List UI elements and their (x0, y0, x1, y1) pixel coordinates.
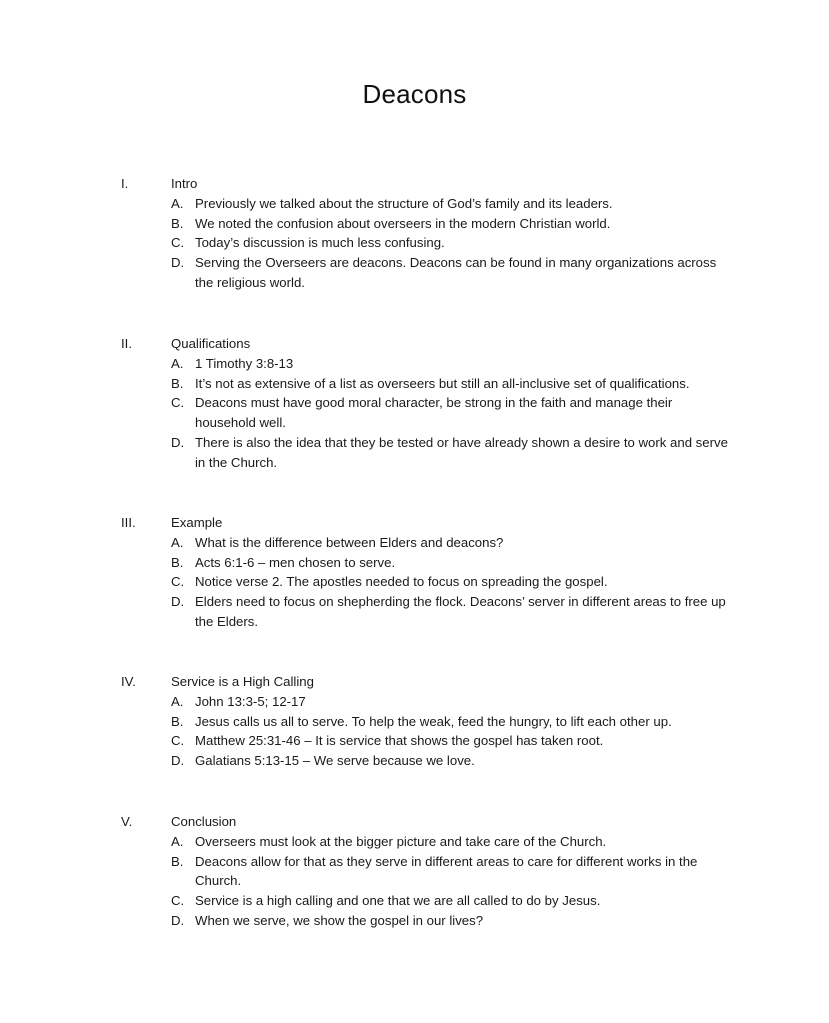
item-letter: D. (171, 912, 185, 928)
document-title: Deacons (362, 79, 467, 109)
item-text: What is the difference between Elders and deacons? (195, 535, 504, 550)
section-numeral: III. (121, 515, 136, 530)
outline-section-qualifications (0, 334, 829, 472)
outline-item (0, 731, 829, 751)
item-letter: C. (171, 235, 185, 251)
item-letter: A. (171, 834, 184, 849)
item-letter: B. (171, 215, 184, 231)
section-numeral: V. (121, 814, 133, 829)
item-text: Today’s discussion is much less confusing. (195, 235, 445, 251)
item-letter: C. (171, 395, 185, 411)
outline-item (0, 354, 829, 374)
section-numeral: IV. (121, 674, 136, 689)
outline-item (0, 832, 829, 852)
item-letter: D. (171, 753, 185, 769)
section-header (0, 513, 829, 533)
outline-item (0, 592, 829, 631)
section-header (0, 812, 829, 832)
item-letter: B. (171, 375, 184, 391)
outline-item (0, 253, 829, 292)
item-text: 1 Timothy 3:8-13 (195, 356, 294, 371)
item-letter: D. (171, 434, 185, 450)
item-letter: A. (171, 694, 184, 709)
outline-item (0, 911, 829, 931)
section-heading: Qualifications (171, 336, 251, 351)
section-header (0, 672, 829, 692)
outline-item (0, 233, 829, 253)
section-header (0, 334, 829, 354)
item-text: Elders need to focus on shepherding the flock. Deacons’ server in different areas to free up the Elders. (195, 594, 726, 629)
section-header (0, 174, 829, 194)
outline-item (0, 433, 829, 472)
item-letter: D. (171, 594, 185, 610)
item-text: Serving the Overseers are deacons. Deacons can be found in many organizations across the religious world. (195, 255, 717, 290)
item-letter: B. (171, 554, 184, 570)
item-letter: A. (171, 356, 184, 371)
item-text: Deacons allow for that as they serve in different areas to care for different works in the Church. (195, 853, 698, 889)
section-heading: Service is a High Calling (171, 674, 314, 689)
outline-item (0, 891, 829, 911)
outline-item (0, 194, 829, 214)
outline-section-service (0, 672, 829, 771)
item-text: Deacons must have good moral character, be strong in the faith and manage their household well. (195, 395, 673, 431)
outline-item (0, 393, 829, 432)
outline-item (0, 852, 829, 891)
item-text: There is also the idea that they be tested or have already shown a desire to work and serve in the Church. (195, 434, 728, 470)
outline-item (0, 692, 829, 712)
section-heading: Intro (171, 176, 198, 191)
item-letter: C. (171, 733, 185, 749)
outline-item (0, 214, 829, 234)
outline-item (0, 712, 829, 732)
item-letter: D. (171, 255, 185, 271)
outline-item (0, 572, 829, 592)
outline-item (0, 751, 829, 771)
outline-item (0, 553, 829, 573)
section-numeral: II. (121, 336, 132, 351)
item-text: We noted the confusion about overseers in the modern Christian world. (195, 215, 611, 231)
item-text: Notice verse 2. The apostles needed to focus on spreading the gospel. (195, 574, 608, 590)
item-letter: C. (171, 574, 185, 590)
section-heading: Conclusion (171, 814, 237, 829)
outline-section-conclusion (0, 812, 829, 931)
outline-section-intro (0, 174, 829, 293)
item-letter: A. (171, 196, 184, 211)
item-text: Service is a high calling and one that we are all called to do by Jesus. (195, 893, 601, 909)
item-text: Galatians 5:13-15 – We serve because we love. (195, 753, 475, 769)
outline-section-example (0, 513, 829, 632)
outline-item (0, 533, 829, 553)
item-letter: A. (171, 535, 184, 550)
section-numeral: I. (121, 176, 129, 191)
item-text: Previously we talked about the structure of God’s family and its leaders. (195, 196, 613, 211)
item-text: Overseers must look at the bigger picture and take care of the Church. (195, 834, 607, 849)
item-letter: C. (171, 893, 185, 909)
item-text: Matthew 25:31-46 – It is service that shows the gospel has taken root. (195, 733, 604, 749)
section-heading: Example (171, 515, 223, 530)
item-letter: B. (171, 713, 184, 729)
outline-item (0, 374, 829, 394)
item-letter: B. (171, 853, 184, 869)
item-text: Jesus calls us all to serve. To help the weak, feed the hungry, to lift each other up. (195, 713, 672, 729)
item-text: Acts 6:1-6 – men chosen to serve. (195, 554, 396, 570)
item-text: John 13:3-5; 12-17 (195, 694, 306, 709)
item-text: When we serve, we show the gospel in our lives? (195, 912, 484, 928)
item-text: It’s not as extensive of a list as overseers but still an all-inclusive set of qualifications. (195, 375, 690, 391)
